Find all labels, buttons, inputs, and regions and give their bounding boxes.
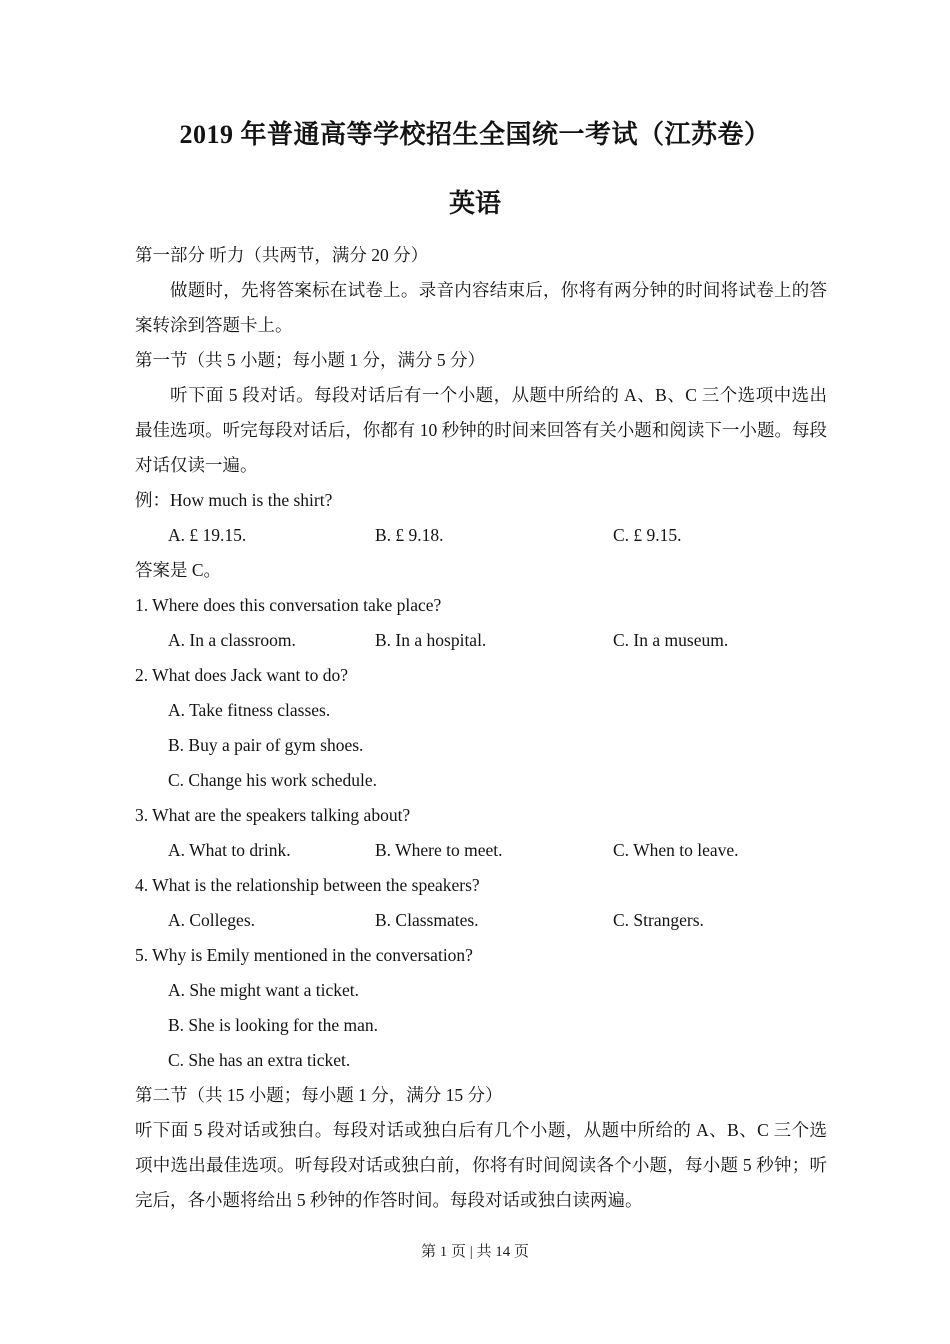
question-3-option-a: A. What to drink. <box>168 840 291 860</box>
example-option-a: A. £ 19.15. <box>168 525 247 545</box>
question-1-options <box>135 623 827 658</box>
question-2-option-c: C. Change his work schedule. <box>168 770 377 790</box>
question-5-option-a: A. She might want a ticket. <box>168 980 360 1000</box>
question-3-option-b: B. Where to meet. <box>375 840 503 860</box>
question-1-option-a: A. In a classroom. <box>168 630 296 650</box>
section2-heading: 第二节（共 15 小题；每小题 1 分，满分 15 分） <box>135 1085 503 1105</box>
question-5-option-c: C. She has an extra ticket. <box>168 1050 351 1070</box>
question-3-options <box>135 833 827 868</box>
question-1-option-c: C. In a museum. <box>613 630 729 650</box>
question-2-option-a: A. Take fitness classes. <box>168 700 331 720</box>
question-5-text: 5. Why is Emily mentioned in the conversation? <box>135 945 473 965</box>
question-3-text: 3. What are the speakers talking about? <box>135 805 411 825</box>
example-option-b: B. £ 9.18. <box>375 525 444 545</box>
section2-instructions: 听下面 5 段对话或独白。每段对话或独白后有几个小题，从题中所给的 A、B、C 三个选项中选出最佳选项。听每段对话或独白前，你将有时间阅读各个小题，每小题 5 秒钟；听完后，各小题将给出 5 秒钟的作答时间。每段对话或独白读两遍。 <box>135 1120 827 1210</box>
exam-body <box>135 238 827 1218</box>
question-4-options <box>135 903 827 938</box>
question-5-option-b: B. She is looking for the man. <box>168 1015 378 1035</box>
example-prompt: 例：How much is the shirt? <box>135 490 333 510</box>
example-option-c: C. £ 9.15. <box>613 525 682 545</box>
question-4-option-c: C. Strangers. <box>613 910 704 930</box>
question-4-text: 4. What is the relationship between the speakers? <box>135 875 480 895</box>
page-number-footer: 第 1 页 | 共 14 页 <box>420 1244 529 1260</box>
example-options <box>135 518 827 553</box>
part1-note: 做题时，先将答案标在试卷上。录音内容结束后，你将有两分钟的时间将试卷上的答案转涂到答题卡上。 <box>135 280 827 335</box>
question-4-option-b: B. Classmates. <box>375 910 479 930</box>
section1-instructions: 听下面 5 段对话。每段对话后有一个小题，从题中所给的 A、B、C 三个选项中选出最佳选项。听完每段对话后，你都有 10 秒钟的时间来回答有关小题和阅读下一小题。每段对话仅读一遍。 <box>135 385 827 475</box>
example-answer-note: 答案是 C。 <box>135 560 222 580</box>
question-1-option-b: B. In a hospital. <box>375 630 487 650</box>
question-3-option-c: C. When to leave. <box>613 840 739 860</box>
question-2-option-b: B. Buy a pair of gym shoes. <box>168 735 364 755</box>
part1-heading: 第一部分 听力（共两节，满分 20 分） <box>135 245 429 265</box>
question-1-text: 1. Where does this conversation take place? <box>135 595 442 615</box>
question-4-option-a: A. Colleges. <box>168 910 256 930</box>
subject-title: 英语 <box>448 189 501 218</box>
section1-heading: 第一节（共 5 小题；每小题 1 分，满分 5 分） <box>135 350 485 370</box>
question-2-text: 2. What does Jack want to do? <box>135 665 349 685</box>
page-title: 2019 年普通高等学校招生全国统一考试（江苏卷） <box>179 120 771 149</box>
